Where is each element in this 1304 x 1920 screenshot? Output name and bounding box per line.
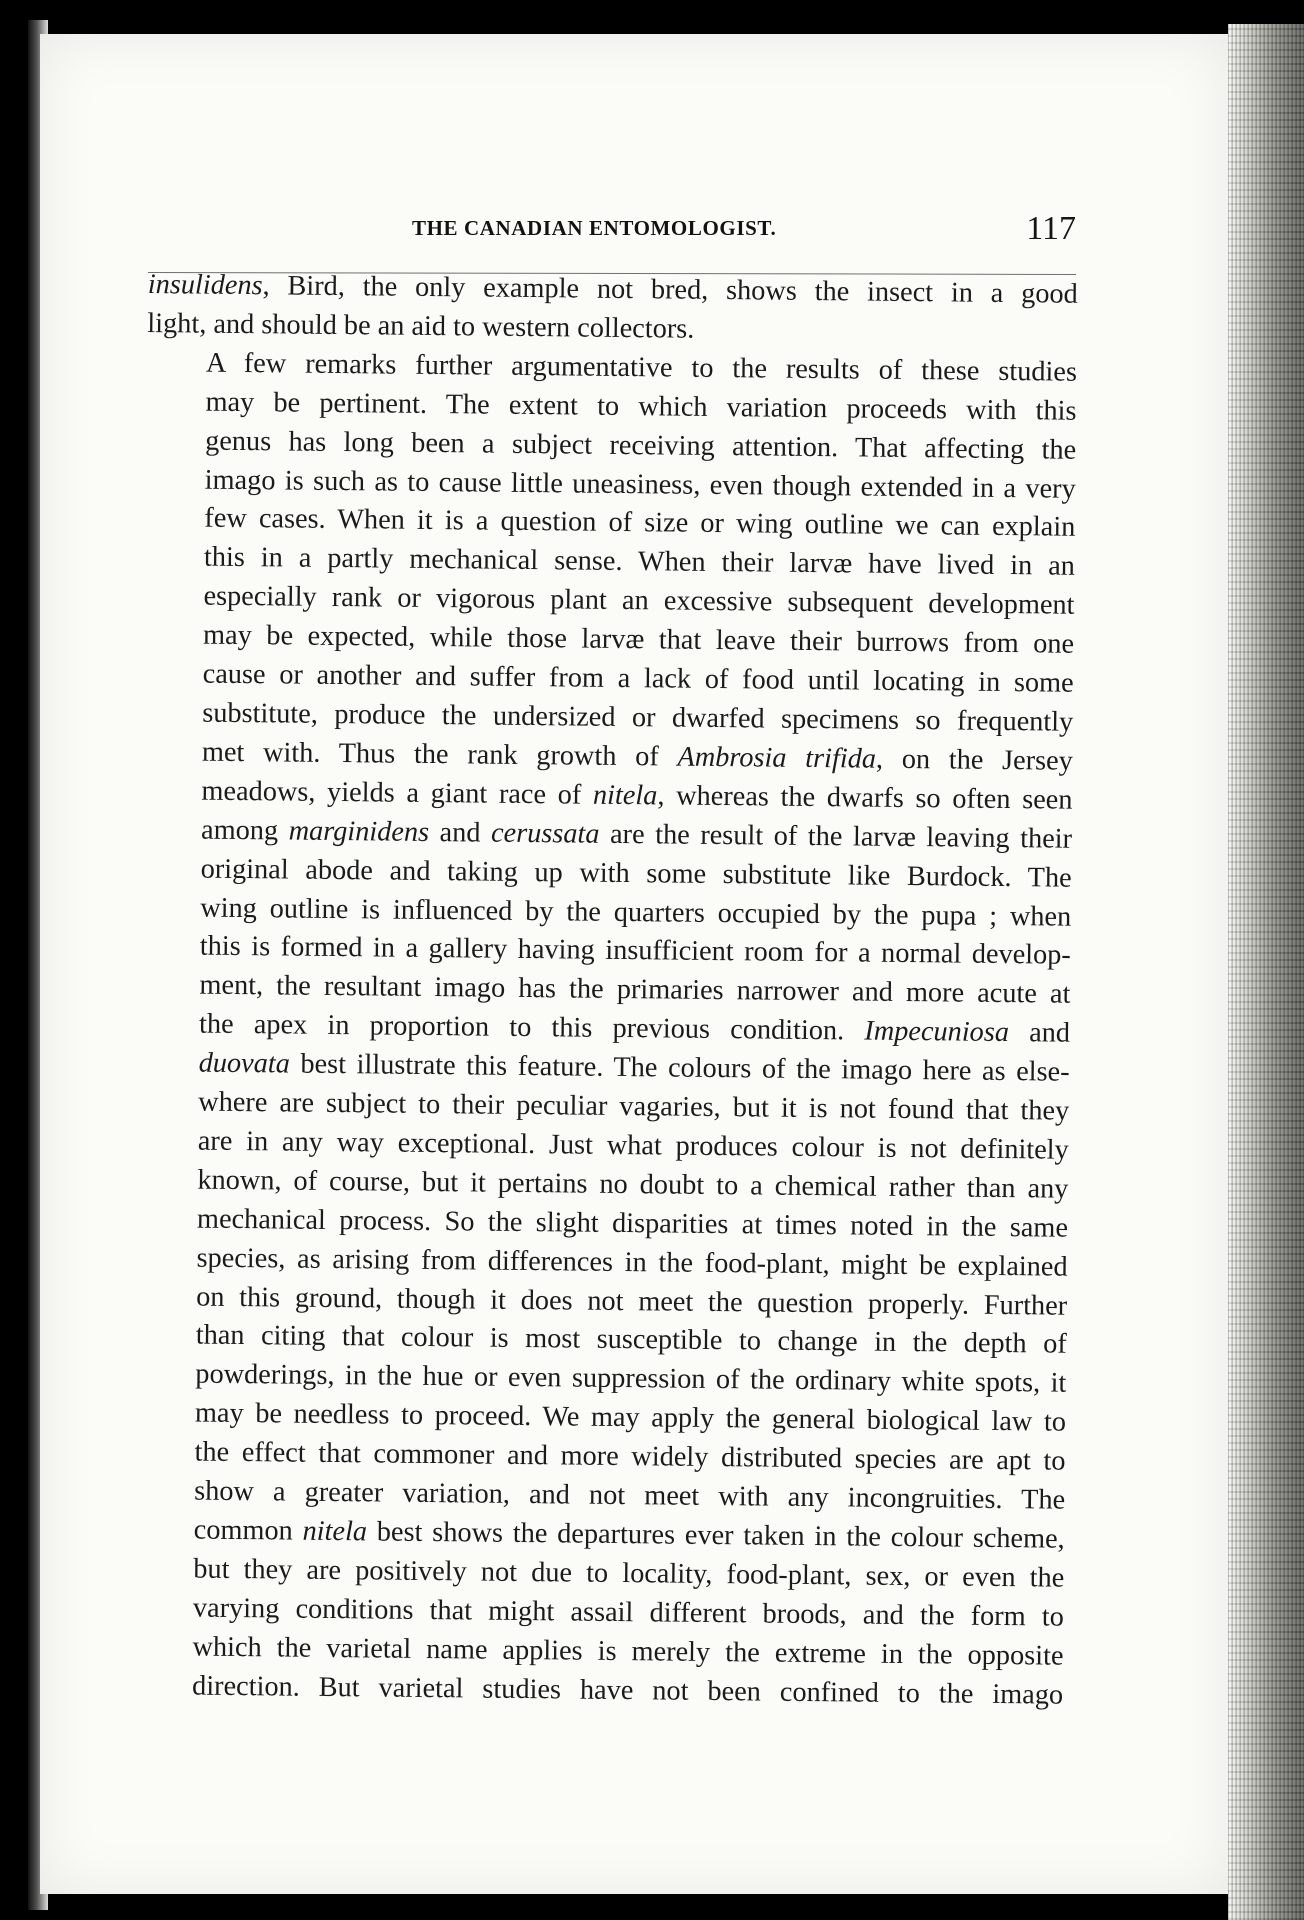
text-span: than citing that colour is most susceptible to change in the depth of [195, 1320, 1067, 1361]
text-span: substitute, produce the undersized or dwarfed specimens so frequently [202, 697, 1074, 738]
italic-species-name: Impecuniosa [864, 1015, 1010, 1049]
text-span: among [200, 814, 289, 847]
italic-species-name: Ambrosia trifida [677, 741, 877, 775]
text-span: show a greater variation, and not meet with any incongruities. The [194, 1475, 1066, 1516]
text-span: may be needless to proceed. We may apply the general biological law to [194, 1397, 1067, 1438]
page-edge-texture [1228, 24, 1304, 1920]
text-span: A few remarks further argumentative to the results of these studies [205, 347, 1078, 388]
text-span: cause or another and suffer from a lack of food until locating in some [202, 658, 1074, 699]
text-span: where are subject to their peculiar vagaries, but it is not found that they [198, 1086, 1070, 1127]
text-span: genus has long been a subject receiving attention. That affecting the [205, 425, 1077, 466]
italic-species-name: nitela [592, 779, 658, 812]
text-span: may be pertinent. The extent to which variation proceeds with this [205, 386, 1077, 427]
text-span: known, of course, but it pertains no doubt to a chemical rather than any [197, 1164, 1069, 1205]
text-span: on this ground, though it does not meet the question properly. Further [196, 1281, 1068, 1322]
text-span: which the varietal name applies is merely the extreme in the opposite [192, 1631, 1064, 1672]
text-span: wing outline is influenced by the quarters occupied by the pupa ; when [200, 892, 1072, 933]
text-span: especially rank or vigorous plant an excessive subsequent development [203, 580, 1075, 621]
page-header [412, 210, 1092, 256]
text-span: ment, the resultant imago has the primaries narrower and more acute at [199, 969, 1071, 1011]
text-span: met with. Thus the rank growth of [201, 736, 678, 773]
text-span: and [1008, 1017, 1071, 1049]
text-span: the apex in proportion to this previous condition. [198, 1008, 865, 1047]
italic-species-name: nitela [302, 1515, 368, 1548]
text-span: imago is such as to cause little uneasiness, even though extended in a very [204, 464, 1076, 505]
text-span: meadows, yields a giant race of [201, 775, 594, 811]
text-span: and [428, 816, 492, 849]
text-span: best shows the departures ever taken in the colour scheme, [366, 1516, 1065, 1555]
paragraph-2 [133, 344, 1077, 1715]
text-span: light, and should be an aid to western collectors. [147, 307, 695, 345]
text-span: but they are positively not due to locality, food-plant, sex, or even the [193, 1553, 1065, 1594]
text-span: common [193, 1514, 303, 1547]
text-span: direction. But varietal studies have not been confined to the imago [191, 1670, 1064, 1711]
running-title: THE CANADIAN ENTOMOLOGIST. [412, 216, 777, 240]
text-span: this in a partly mechanical sense. When their larvæ have lived in an [203, 541, 1076, 583]
text-span: mechanical process. So the slight disparities at times noted in the same [196, 1203, 1069, 1244]
text-span: original abode and taking up with some substitute like Burdock. The [200, 853, 1072, 894]
text-span: few cases. When it is a question of size or wing outline we can explain [204, 503, 1076, 544]
page-number: 117 [1026, 210, 1076, 247]
text-span: this is formed in a gallery having insufficient room for a normal develop- [199, 930, 1071, 972]
italic-species-name: marginidens [288, 815, 430, 848]
italic-species-name: insulidens [147, 268, 263, 302]
text-span: , whereas the dwarfs so often seen [657, 780, 1073, 816]
text-span: may be expected, while those larvæ that leave their burrows from one [202, 619, 1075, 660]
text-span: , on the Jersey [875, 743, 1074, 777]
text-span: are the result of the larvæ leaving their [599, 818, 1073, 855]
text-span: , Bird, the only example not bred, shows the insect in a good [262, 270, 1078, 310]
italic-species-name: duovata [198, 1047, 290, 1080]
italic-species-name: cerussata [490, 817, 600, 850]
text-span: the effect that commoner and more widely distributed species are apt to [194, 1436, 1066, 1477]
text-span: species, as arising from differences in the food-plant, might be explained [196, 1242, 1068, 1283]
paragraph-1 [147, 266, 1078, 354]
body-text [133, 266, 1078, 1726]
text-span: varying conditions that might assail different broods, and the form to [192, 1592, 1065, 1633]
text-span: are in any way exceptional. Just what produces colour is not definitely [197, 1125, 1069, 1166]
text-span: best illustrate this feature. The colours of the imago here as else- [289, 1048, 1070, 1088]
text-span: powderings, in the hue or even suppression of the ordinary white spots, it [195, 1358, 1067, 1400]
